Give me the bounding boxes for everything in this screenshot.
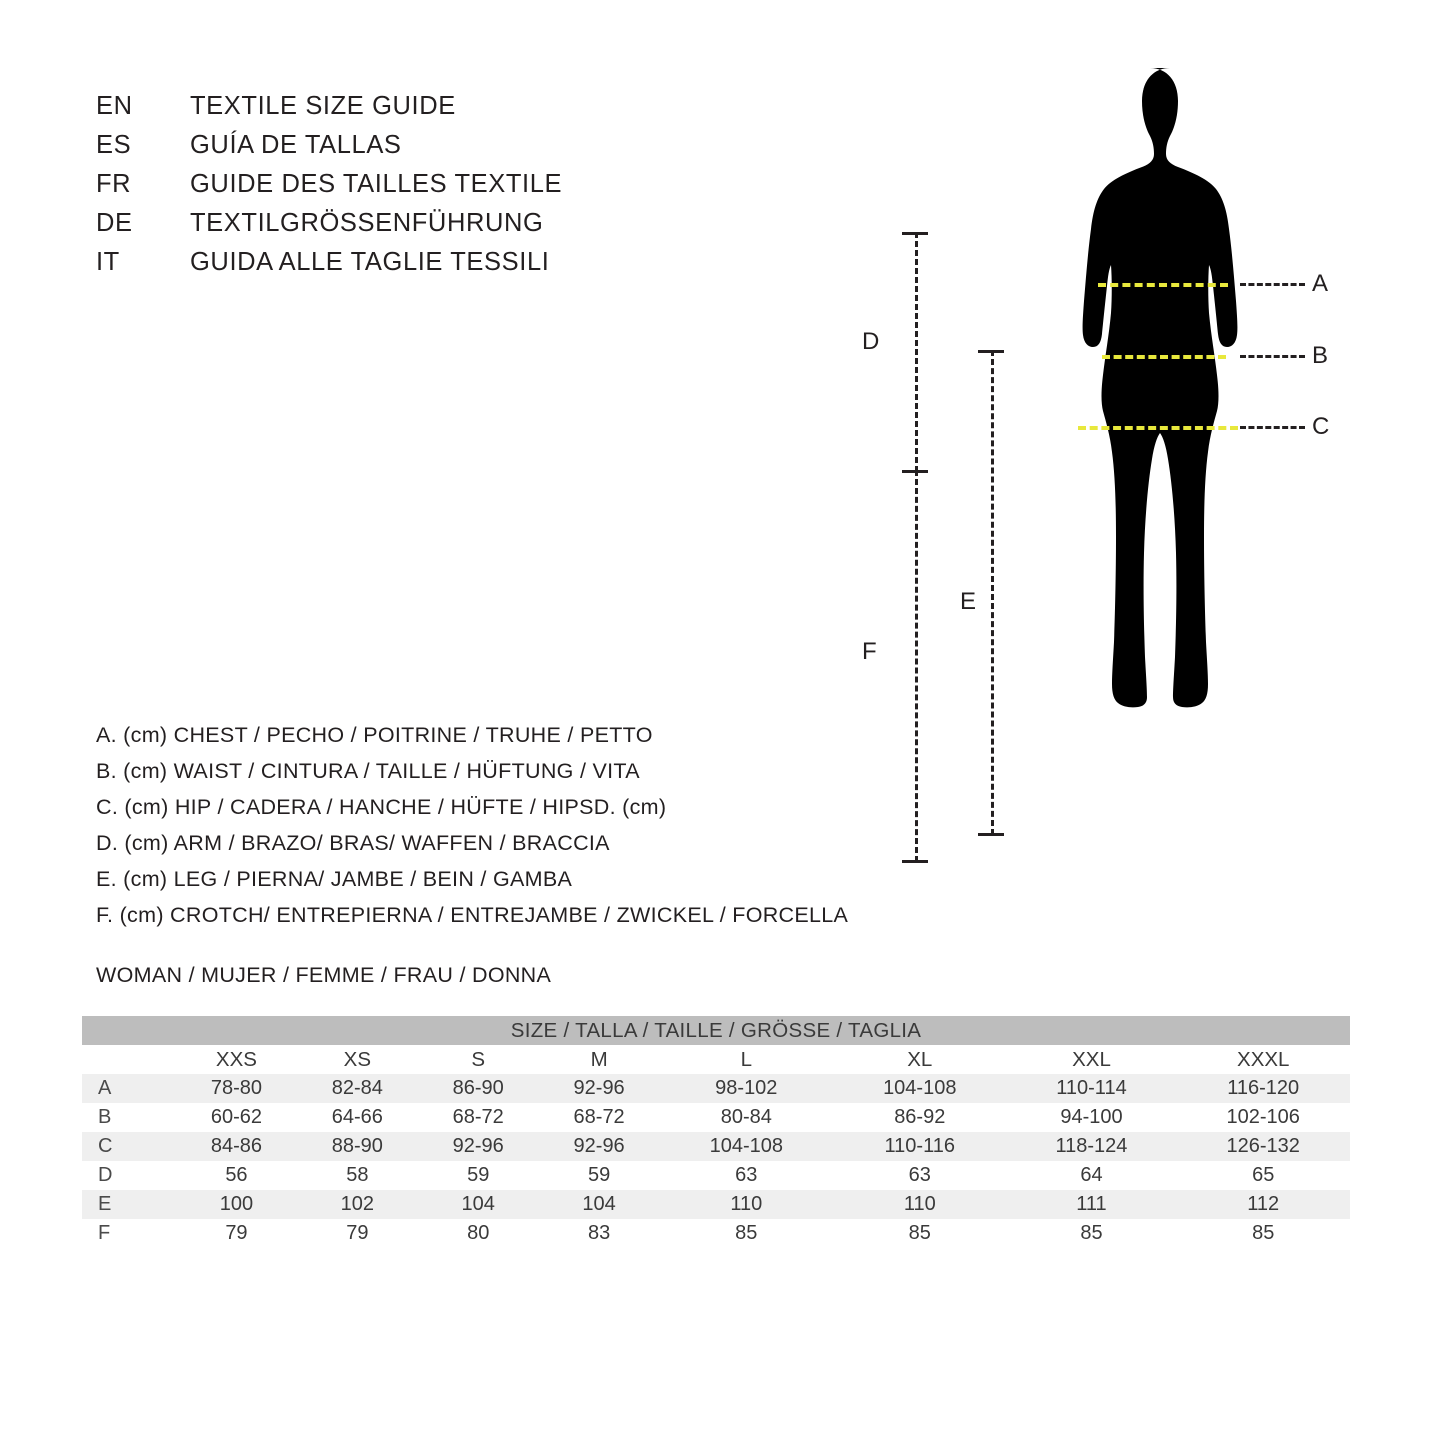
language-text-en: TEXTILE SIZE GUIDE: [190, 92, 456, 120]
table-band-title: SIZE / TALLA / TAILLE / GRÖSSE / TAGLIA: [82, 1016, 1350, 1045]
table-row: [82, 1103, 1350, 1132]
row-label-c: C: [82, 1132, 176, 1161]
cell-d-xl: 63: [833, 1161, 1006, 1190]
dim-label-leg: E: [960, 588, 977, 615]
size-table: [82, 1016, 1350, 1248]
cell-a-xl: 104-108: [833, 1074, 1006, 1103]
cell-d-m: 59: [539, 1161, 660, 1190]
size-header-m: M: [539, 1045, 660, 1074]
legend-block: [96, 723, 886, 939]
cell-f-s: 80: [418, 1219, 539, 1248]
corner-cell: [82, 1045, 176, 1074]
cell-b-m: 68-72: [539, 1103, 660, 1132]
hip-measure-line: [1078, 426, 1238, 430]
cell-a-s: 86-90: [418, 1074, 539, 1103]
row-label-d: D: [82, 1161, 176, 1190]
size-header-s: S: [418, 1045, 539, 1074]
dim-label-hip: C: [1312, 413, 1330, 440]
woman-silhouette-icon: [1045, 60, 1295, 920]
gender-caption: WOMAN / MUJER / FEMME / FRAU / DONNA: [96, 963, 552, 987]
table-row: [82, 1219, 1350, 1248]
language-text-de: TEXTILGRÖSSENFÜHRUNG: [190, 209, 544, 237]
cell-a-m: 92-96: [539, 1074, 660, 1103]
chest-pointer-line: [1240, 283, 1305, 286]
cell-c-xxl: 118-124: [1007, 1132, 1177, 1161]
leg-bracket-bottom-tick: [978, 833, 1004, 836]
language-row-it: [96, 248, 716, 287]
table-row-size-headers: [82, 1045, 1350, 1074]
title-language-block: [96, 92, 716, 287]
cell-b-xxs: 60-62: [176, 1103, 297, 1132]
cell-a-xxl: 110-114: [1007, 1074, 1177, 1103]
row-label-f: F: [82, 1219, 176, 1248]
dim-label-chest: A: [1312, 270, 1329, 297]
language-code-it: IT: [96, 248, 120, 276]
cell-d-xs: 58: [297, 1161, 418, 1190]
cell-a-l: 98-102: [660, 1074, 833, 1103]
table-row: [82, 1161, 1350, 1190]
legend-item-hip: C. (cm) HIP / CADERA / HANCHE / HÜFTE / HIPSD. (cm): [96, 795, 667, 819]
size-header-xxs: XXS: [176, 1045, 297, 1074]
legend-item-leg: E. (cm) LEG / PIERNA/ JAMBE / BEIN / GAMBA: [96, 867, 573, 891]
cell-d-xxxl: 65: [1176, 1161, 1350, 1190]
cell-f-l: 85: [660, 1219, 833, 1248]
cell-c-m: 92-96: [539, 1132, 660, 1161]
hip-pointer-line: [1240, 426, 1305, 429]
dim-label-waist: B: [1312, 342, 1329, 369]
cell-c-xs: 88-90: [297, 1132, 418, 1161]
language-row-en: [96, 92, 716, 131]
cell-f-m: 83: [539, 1219, 660, 1248]
cell-f-xxs: 79: [176, 1219, 297, 1248]
language-text-it: GUIDA ALLE TAGLIE TESSILI: [190, 248, 550, 276]
cell-d-xxl: 64: [1007, 1161, 1177, 1190]
table-row: [82, 1190, 1350, 1219]
cell-e-xs: 102: [297, 1190, 418, 1219]
row-label-b: B: [82, 1103, 176, 1132]
waist-pointer-line: [1240, 355, 1305, 358]
cell-e-xl: 110: [833, 1190, 1006, 1219]
cell-b-xxl: 94-100: [1007, 1103, 1177, 1132]
legend-item-crotch: F. (cm) CROTCH/ ENTREPIERNA / ENTREJAMBE / ZWICKEL / FORCELLA: [96, 903, 849, 927]
cell-b-xxxl: 102-106: [1176, 1103, 1350, 1132]
language-code-de: DE: [96, 209, 133, 237]
dim-label-arm: D: [862, 328, 880, 355]
language-row-es: [96, 131, 716, 170]
cell-e-m: 104: [539, 1190, 660, 1219]
cell-e-s: 104: [418, 1190, 539, 1219]
crotch-bracket-bottom-tick: [902, 860, 928, 863]
language-row-fr: [96, 170, 716, 209]
dim-label-crotch: F: [862, 638, 878, 665]
table-row: [82, 1132, 1350, 1161]
leg-bracket-line: [991, 350, 994, 835]
crotch-bracket-line: [915, 470, 918, 862]
cell-b-l: 80-84: [660, 1103, 833, 1132]
cell-d-xxs: 56: [176, 1161, 297, 1190]
cell-f-xxxl: 85: [1176, 1219, 1350, 1248]
table-row: [82, 1074, 1350, 1103]
cell-a-xxs: 78-80: [176, 1074, 297, 1103]
cell-e-l: 110: [660, 1190, 833, 1219]
cell-e-xxxl: 112: [1176, 1190, 1350, 1219]
cell-f-xl: 85: [833, 1219, 1006, 1248]
cell-e-xxl: 111: [1007, 1190, 1177, 1219]
row-label-a: A: [82, 1074, 176, 1103]
cell-c-xxs: 84-86: [176, 1132, 297, 1161]
size-header-xl: XL: [833, 1045, 1006, 1074]
cell-e-xxs: 100: [176, 1190, 297, 1219]
cell-b-s: 68-72: [418, 1103, 539, 1132]
cell-b-xs: 64-66: [297, 1103, 418, 1132]
cell-a-xxxl: 116-120: [1176, 1074, 1350, 1103]
row-label-e: E: [82, 1190, 176, 1219]
cell-c-l: 104-108: [660, 1132, 833, 1161]
cell-d-l: 63: [660, 1161, 833, 1190]
language-code-es: ES: [96, 131, 132, 159]
chest-measure-line: [1098, 283, 1228, 287]
size-header-xxxl: XXXL: [1176, 1045, 1350, 1074]
cell-f-xs: 79: [297, 1219, 418, 1248]
cell-d-s: 59: [418, 1161, 539, 1190]
legend-item-arm: D. (cm) ARM / BRAZO/ BRAS/ WAFFEN / BRACCIA: [96, 831, 610, 855]
legend-item-waist: B. (cm) WAIST / CINTURA / TAILLE / HÜFTUNG / VITA: [96, 759, 640, 783]
cell-a-xs: 82-84: [297, 1074, 418, 1103]
measurement-diagram: [840, 50, 1400, 930]
cell-c-xxxl: 126-132: [1176, 1132, 1350, 1161]
language-text-es: GUÍA DE TALLAS: [190, 131, 402, 159]
waist-measure-line: [1102, 355, 1226, 359]
language-code-fr: FR: [96, 170, 132, 198]
legend-item-chest: A. (cm) CHEST / PECHO / POITRINE / TRUHE / PETTO: [96, 723, 653, 747]
cell-f-xxl: 85: [1007, 1219, 1177, 1248]
cell-c-s: 92-96: [418, 1132, 539, 1161]
size-header-xs: XS: [297, 1045, 418, 1074]
cell-c-xl: 110-116: [833, 1132, 1006, 1161]
language-text-fr: GUIDE DES TAILLES TEXTILE: [190, 170, 563, 198]
arm-bracket-line: [915, 232, 918, 472]
size-header-l: L: [660, 1045, 833, 1074]
size-header-xxl: XXL: [1007, 1045, 1177, 1074]
table-band-header: [82, 1016, 1350, 1045]
cell-b-xl: 86-92: [833, 1103, 1006, 1132]
language-code-en: EN: [96, 92, 133, 120]
language-row-de: [96, 209, 716, 248]
